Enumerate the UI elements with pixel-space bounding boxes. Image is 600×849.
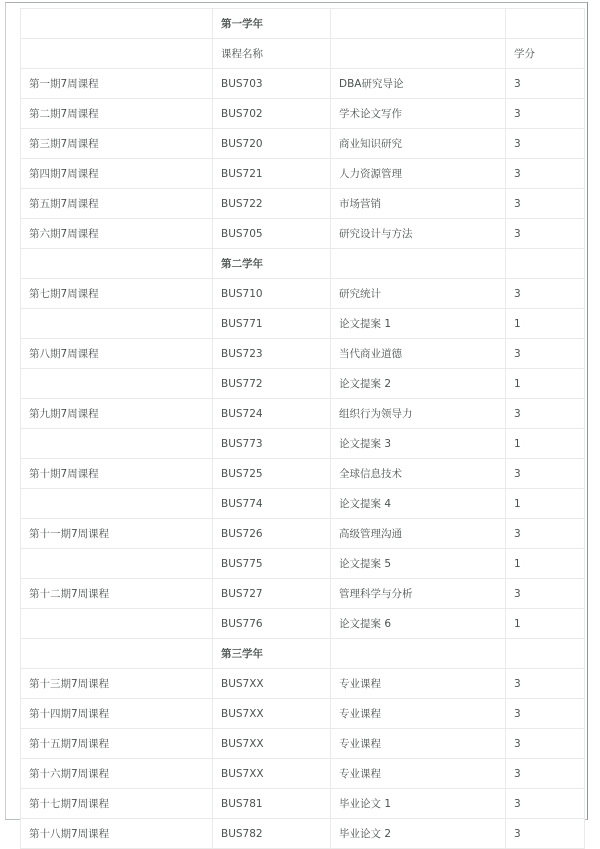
- table-row: [21, 159, 585, 189]
- cell-course-code: BUS723: [213, 339, 331, 369]
- cell-course-name: [331, 9, 506, 39]
- cell-term: [21, 369, 213, 399]
- table-row: [21, 819, 585, 849]
- cell-term: 第一期7周课程: [21, 69, 213, 99]
- cell-credit: 1: [506, 609, 585, 639]
- cell-course-code: BUS7XX: [213, 669, 331, 699]
- cell-course-code: BUS722: [213, 189, 331, 219]
- cell-credit: 3: [506, 99, 585, 129]
- cell-course-name: 学术论文写作: [331, 99, 506, 129]
- cell-credit: [506, 639, 585, 669]
- cell-credit: 3: [506, 729, 585, 759]
- cell-course-code: 课程名称: [213, 39, 331, 69]
- table-row: [21, 639, 585, 669]
- cell-course-code: BUS702: [213, 99, 331, 129]
- cell-course-code: BUS724: [213, 399, 331, 429]
- cell-course-code: BUS7XX: [213, 729, 331, 759]
- table-row: [21, 339, 585, 369]
- cell-term: 第二期7周课程: [21, 99, 213, 129]
- cell-credit: [506, 249, 585, 279]
- cell-course-code: BUS772: [213, 369, 331, 399]
- cell-course-name: 高级管理沟通: [331, 519, 506, 549]
- table-row: [21, 429, 585, 459]
- cell-course-name: 市场营销: [331, 189, 506, 219]
- table-row: [21, 189, 585, 219]
- table-row: [21, 369, 585, 399]
- table-row: [21, 249, 585, 279]
- cell-term: 第四期7周课程: [21, 159, 213, 189]
- table-row: [21, 219, 585, 249]
- curriculum-table: [20, 8, 585, 849]
- cell-credit: 3: [506, 69, 585, 99]
- cell-course-name: 毕业论文 1: [331, 789, 506, 819]
- cell-term: 第十一期7周课程: [21, 519, 213, 549]
- cell-term: 第十三期7周课程: [21, 669, 213, 699]
- cell-term: 第七期7周课程: [21, 279, 213, 309]
- cell-term: [21, 39, 213, 69]
- cell-course-code: BUS720: [213, 129, 331, 159]
- table-row: [21, 39, 585, 69]
- cell-term: [21, 549, 213, 579]
- cell-term: 第十期7周课程: [21, 459, 213, 489]
- table-row: [21, 279, 585, 309]
- cell-course-code: BUS776: [213, 609, 331, 639]
- cell-credit: 1: [506, 369, 585, 399]
- cell-year-label: 第二学年: [213, 249, 331, 279]
- cell-course-code: BUS726: [213, 519, 331, 549]
- table-row: [21, 489, 585, 519]
- cell-credit: 3: [506, 759, 585, 789]
- table-row: [21, 609, 585, 639]
- cell-course-code: BUS7XX: [213, 759, 331, 789]
- cell-course-name: 全球信息技术: [331, 459, 506, 489]
- cell-course-name: 专业课程: [331, 729, 506, 759]
- cell-course-code: BUS703: [213, 69, 331, 99]
- table-row: [21, 549, 585, 579]
- cell-course-code: BUS725: [213, 459, 331, 489]
- cell-credit: 3: [506, 129, 585, 159]
- cell-term: 第八期7周课程: [21, 339, 213, 369]
- cell-course-code: BUS781: [213, 789, 331, 819]
- cell-term: 第三期7周课程: [21, 129, 213, 159]
- cell-course-name: [331, 39, 506, 69]
- cell-course-name: 论文提案 1: [331, 309, 506, 339]
- cell-credit: 3: [506, 219, 585, 249]
- cell-credit: 3: [506, 399, 585, 429]
- cell-credit: 3: [506, 699, 585, 729]
- cell-course-name: 论文提案 5: [331, 549, 506, 579]
- cell-course-code: BUS773: [213, 429, 331, 459]
- table-row: [21, 759, 585, 789]
- cell-course-code: BUS727: [213, 579, 331, 609]
- cell-course-code: BUS771: [213, 309, 331, 339]
- cell-course-name: 人力资源管理: [331, 159, 506, 189]
- cell-term: 第十七期7周课程: [21, 789, 213, 819]
- cell-credit: 1: [506, 309, 585, 339]
- cell-credit: 3: [506, 789, 585, 819]
- table-row: [21, 99, 585, 129]
- cell-credit: 3: [506, 579, 585, 609]
- cell-term: [21, 609, 213, 639]
- cell-year-label: 第一学年: [213, 9, 331, 39]
- cell-term: 第十五期7周课程: [21, 729, 213, 759]
- cell-credit: 3: [506, 519, 585, 549]
- cell-credit: 1: [506, 429, 585, 459]
- cell-term: [21, 309, 213, 339]
- cell-course-code: BUS775: [213, 549, 331, 579]
- cell-term: [21, 489, 213, 519]
- cell-credit: 3: [506, 279, 585, 309]
- cell-term: [21, 249, 213, 279]
- cell-course-code: BUS710: [213, 279, 331, 309]
- cell-credit: 3: [506, 159, 585, 189]
- cell-course-name: 研究设计与方法: [331, 219, 506, 249]
- cell-course-name: [331, 639, 506, 669]
- cell-term: [21, 429, 213, 459]
- cell-credit: [506, 9, 585, 39]
- cell-term: 第五期7周课程: [21, 189, 213, 219]
- table-row: [21, 699, 585, 729]
- cell-course-name: 组织行为领导力: [331, 399, 506, 429]
- table-row: [21, 129, 585, 159]
- cell-credit: 3: [506, 459, 585, 489]
- cell-course-code: BUS7XX: [213, 699, 331, 729]
- cell-credit: 1: [506, 489, 585, 519]
- cell-term: [21, 9, 213, 39]
- table-row: [21, 729, 585, 759]
- cell-course-code: BUS705: [213, 219, 331, 249]
- cell-term: 第十二期7周课程: [21, 579, 213, 609]
- cell-course-name: 研究统计: [331, 279, 506, 309]
- cell-term: 第十八期7周课程: [21, 819, 213, 849]
- cell-term: 第九期7周课程: [21, 399, 213, 429]
- table-row: [21, 579, 585, 609]
- cell-credit: 3: [506, 189, 585, 219]
- cell-course-name: 论文提案 4: [331, 489, 506, 519]
- cell-term: [21, 639, 213, 669]
- cell-credit: 3: [506, 819, 585, 849]
- cell-course-name: 专业课程: [331, 759, 506, 789]
- cell-credit: 3: [506, 339, 585, 369]
- cell-course-name: DBA研究导论: [331, 69, 506, 99]
- table-row: [21, 789, 585, 819]
- cell-term: 第六期7周课程: [21, 219, 213, 249]
- table-row: [21, 399, 585, 429]
- cell-year-label: 第三学年: [213, 639, 331, 669]
- cell-course-name: 专业课程: [331, 699, 506, 729]
- cell-course-code: BUS721: [213, 159, 331, 189]
- cell-course-name: 论文提案 3: [331, 429, 506, 459]
- table-row: [21, 69, 585, 99]
- cell-course-name: 当代商业道德: [331, 339, 506, 369]
- cell-credit: 1: [506, 549, 585, 579]
- cell-course-name: 论文提案 2: [331, 369, 506, 399]
- cell-course-name: 管理科学与分析: [331, 579, 506, 609]
- table-row: [21, 519, 585, 549]
- table-row: [21, 459, 585, 489]
- table-row: [21, 309, 585, 339]
- cell-course-code: BUS774: [213, 489, 331, 519]
- curriculum-table-container: [20, 8, 584, 849]
- cell-course-name: 专业课程: [331, 669, 506, 699]
- cell-course-name: 论文提案 6: [331, 609, 506, 639]
- cell-term: 第十六期7周课程: [21, 759, 213, 789]
- cell-credit: 3: [506, 669, 585, 699]
- curriculum-table-body: [21, 9, 585, 849]
- cell-credit: 学分: [506, 39, 585, 69]
- cell-course-name: 毕业论文 2: [331, 819, 506, 849]
- table-row: [21, 9, 585, 39]
- table-row: [21, 669, 585, 699]
- cell-course-code: BUS782: [213, 819, 331, 849]
- cell-course-name: [331, 249, 506, 279]
- cell-course-name: 商业知识研究: [331, 129, 506, 159]
- page-frame: [5, 2, 588, 840]
- cell-term: 第十四期7周课程: [21, 699, 213, 729]
